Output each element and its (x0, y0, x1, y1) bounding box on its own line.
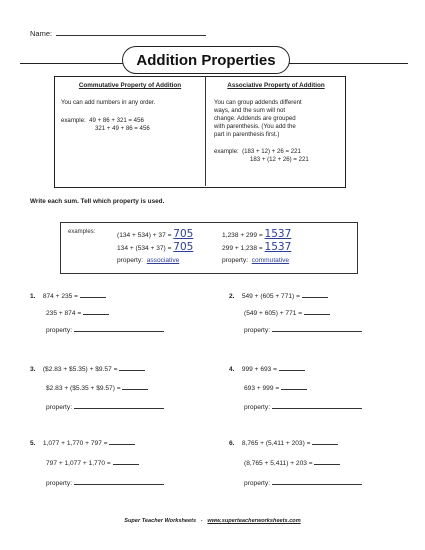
answer-blank[interactable] (304, 308, 330, 315)
property-label: property: (46, 327, 73, 334)
property-blank[interactable] (272, 325, 362, 332)
problem-number: 4. (229, 366, 235, 373)
problem-6-line-2 (244, 458, 340, 467)
problem-expression: 549 + (605 + 771) = (241, 293, 300, 300)
footer-url[interactable]: www.superteacherworksheets.com (207, 518, 301, 524)
associative-description-line: with parenthesis. (You add the (214, 123, 296, 130)
associative-example-1 (210, 148, 342, 156)
name-label: Name: (30, 29, 53, 38)
instructions: Write each sum. Tell which property is used. (30, 198, 165, 205)
property-blank[interactable] (74, 325, 164, 332)
answer-blank[interactable] (83, 308, 109, 315)
examples-label: examples: (68, 229, 96, 235)
footer-separator: - (200, 518, 203, 524)
problem-number: 1. (30, 293, 36, 300)
example-right-property (222, 257, 289, 264)
commutative-example-label: example: (61, 117, 86, 124)
problem-6-property (244, 478, 362, 487)
property-label: property: (244, 480, 271, 487)
name-blank[interactable] (56, 28, 206, 36)
example-left-line-2 (117, 241, 193, 253)
commutative-description: You can add numbers in any order. (61, 99, 156, 106)
example-right-expression-1: 1,238 + 299 = (222, 232, 263, 239)
example-right-answer-1: 1537 (264, 228, 292, 240)
problem-expression: (549 + 605) + 771 = (244, 310, 303, 317)
problem-1-property (46, 325, 164, 334)
problem-expression: 1,077 + 1,770 + 797 = (42, 440, 108, 447)
answer-blank[interactable] (302, 291, 328, 298)
answer-blank[interactable] (314, 458, 340, 465)
problem-1-line-1 (30, 291, 106, 300)
answer-blank[interactable] (113, 458, 139, 465)
property-blank[interactable] (74, 402, 164, 409)
problem-number: 5. (30, 440, 36, 447)
problem-4-property (244, 402, 362, 411)
example-right-answer-2: 1537 (264, 241, 292, 253)
example-right-property-answer: commutative (251, 257, 290, 264)
problem-4-line-2 (244, 383, 307, 392)
properties-divider (205, 76, 206, 186)
associative-column (210, 82, 342, 164)
problem-2-line-2 (244, 308, 330, 317)
example-left-property-label: property: (117, 257, 144, 264)
problem-expression: 693 + 999 = (244, 385, 280, 392)
answer-blank[interactable] (122, 383, 148, 390)
problem-expression: $2.83 + ($5.35 + $9.57) = (46, 385, 121, 392)
answer-blank[interactable] (109, 438, 135, 445)
associative-description-line: You can group addends different (214, 99, 302, 106)
problem-2-property (244, 325, 362, 334)
footer-site-name: Super Teacher Worksheets (124, 518, 197, 524)
associative-example-line-2: 183 + (12 + 26) = 221 (250, 156, 309, 163)
property-blank[interactable] (272, 478, 362, 485)
example-left-property (117, 257, 179, 264)
example-left-answer-1: 705 (173, 228, 194, 240)
problem-expression: 999 + 693 = (241, 366, 278, 373)
associative-description-line: ways, and the sum will not (214, 107, 286, 114)
problem-number: 3. (30, 366, 36, 373)
problem-expression: 8,765 + (5,411 + 203) = (241, 440, 311, 447)
examples-box (60, 222, 358, 274)
problem-expression: ($2.83 + $5.35) + $9.57 = (42, 366, 118, 373)
example-right-line-2 (222, 241, 291, 253)
property-blank[interactable] (74, 478, 164, 485)
property-blank[interactable] (272, 402, 362, 409)
example-left-expression-1: (134 + 534) + 37 = (117, 232, 172, 239)
problem-3-line-1 (30, 364, 145, 373)
property-label: property: (46, 480, 73, 487)
example-left-property-answer: associative (146, 257, 180, 264)
example-right-expression-2: 299 + 1,238 = (222, 245, 263, 252)
associative-description (210, 99, 342, 139)
footer (0, 518, 425, 524)
commutative-example-1 (58, 117, 202, 125)
commutative-example-line-2: 321 + 49 + 86 = 456 (95, 125, 150, 132)
problem-expression: 874 + 235 = (42, 293, 79, 300)
commutative-example-line-1: 49 + 86 + 321 = 456 (89, 117, 144, 124)
problem-1-line-2 (46, 308, 109, 317)
problem-expression: 235 + 874 = (46, 310, 82, 317)
problem-5-line-1 (30, 438, 135, 447)
associative-description-line: part in parenthesis first.) (214, 131, 280, 138)
answer-blank[interactable] (312, 438, 338, 445)
example-right-line-1 (222, 228, 291, 240)
problem-2-line-1 (229, 291, 328, 300)
property-label: property: (244, 327, 271, 334)
commutative-column (58, 82, 202, 133)
problem-number: 6. (229, 440, 235, 447)
example-right-property-label: property: (222, 257, 249, 264)
example-left-answer-2: 705 (173, 241, 194, 253)
commutative-heading: Commutative Property of Addition (78, 82, 182, 89)
problem-3-line-2 (46, 383, 148, 392)
problem-5-line-2 (46, 458, 139, 467)
answer-blank[interactable] (281, 383, 307, 390)
associative-description-line: change. Addends are grouped (214, 115, 296, 122)
answer-blank[interactable] (80, 291, 106, 298)
example-left-expression-2: 134 + (534 + 37) = (117, 245, 172, 252)
problem-expression: (8,765 + 5,411) + 203 = (244, 460, 313, 467)
answer-blank[interactable] (279, 364, 305, 371)
problem-3-property (46, 402, 164, 411)
page-title: Addition Properties (122, 46, 290, 74)
problem-5-property (46, 478, 164, 487)
name-row (30, 28, 206, 38)
problem-expression: 797 + 1,077 + 1,770 = (46, 460, 111, 467)
property-label: property: (244, 404, 271, 411)
problem-4-line-1 (229, 364, 305, 373)
associative-heading: Associative Property of Addition (227, 82, 325, 89)
example-left-line-1 (117, 228, 193, 240)
associative-example-label: example: (214, 148, 239, 155)
property-label: property: (46, 404, 73, 411)
problem-number: 2. (229, 293, 235, 300)
associative-example-line-1: (183 + 12) + 26 = 221 (242, 148, 301, 155)
answer-blank[interactable] (119, 364, 145, 371)
problem-6-line-1 (229, 438, 338, 447)
